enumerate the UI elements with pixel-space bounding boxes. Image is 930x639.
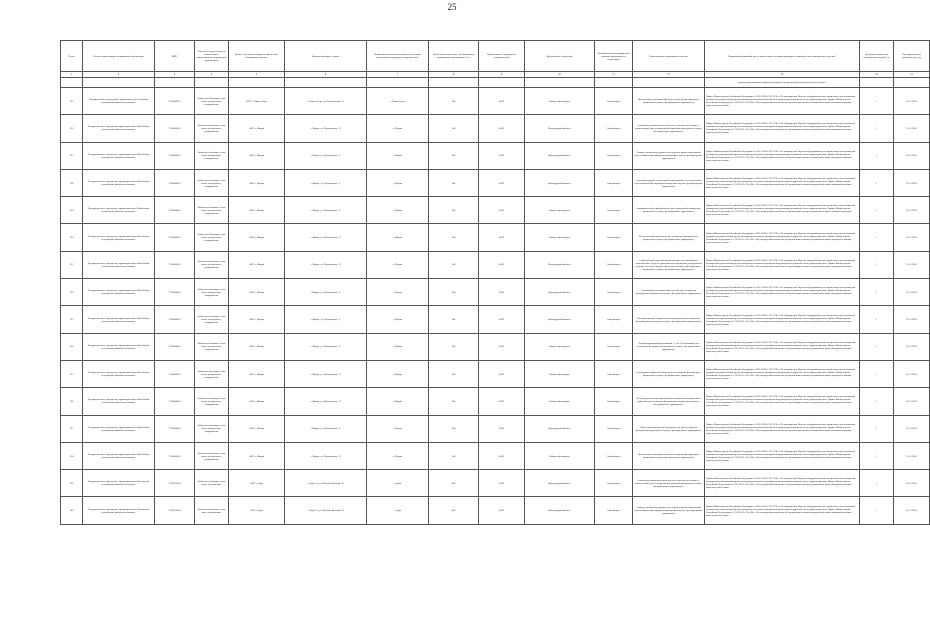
- purchase-date: 31.12.2022: [894, 415, 930, 442]
- device-name: Пульсоксиметр медицинский (для оснащения фельдшерско-акушерского пункта, фельдшерского здравпункта): [633, 88, 705, 115]
- settlement: с. Жидка: [367, 415, 429, 442]
- population: 264: [429, 442, 479, 469]
- settlement-type: Районные больницы, в том числе центральные, неприрабочие: [195, 197, 229, 224]
- address: с. Нижн-Озеро, ул. Центральная, 31: [285, 88, 367, 115]
- population: 264: [429, 306, 479, 333]
- regulatory-act: Приказ Министерства Российской Федерации от 28.12.2020 г. № 1379н «Об утверждении Перечня оборудования для оснащения и переоснащения медицинских организаций при реализации региональных программ модернизации первичного звена здравоохранения. Приказ Министерства Российской Федерации от 15.05.2012 г. № 543н «Об утверждении положения об организации оказания первичной медико-санитарной помощи взрослому населению»: [705, 88, 860, 115]
- quantity: 1: [860, 442, 894, 469]
- population: 264: [429, 251, 479, 278]
- quantity: 1: [860, 415, 894, 442]
- unit: ФАП: [479, 360, 525, 387]
- settlement-type: Районные больницы, в том числе центральные: [195, 497, 229, 524]
- inn: 7520000650: [155, 251, 195, 278]
- table-row: [61, 306, 930, 333]
- organization-name: Государственное учреждение здравоохранения «Калбейская центральная районная больница»: [83, 279, 155, 306]
- organization-name: Государственное учреждение здравоохранения «Калбейская центральная районная больница»: [83, 197, 155, 224]
- inn: 7520000650: [155, 306, 195, 333]
- device-name: Анализатор глюкозы/кетонов или тест-система для экспресс-анализа крови (для оснащения фельдшерско-акушерского пункта, фельдшерского здравпункта): [633, 115, 705, 142]
- unit: ФАП: [479, 251, 525, 278]
- inn: 7520000650: [155, 388, 195, 415]
- inn: 7520000650: [155, 224, 195, 251]
- population: 264: [429, 333, 479, 360]
- population: 443: [429, 497, 479, 524]
- purchase-date: 31.12.2022: [894, 360, 930, 387]
- column-header: Нормативный правовой акт, в соответствии с которым планируется приобретение медицинского изделия*: [705, 41, 860, 72]
- regulatory-act: Приказ Министерства Российской Федерации от 28.12.2020 г. № 1379н «Об утверждении Перечня оборудования для оснащения и переоснащения медицинских организаций при реализации региональных программ модернизации первичного звена здравоохранения. Приказ Министерства Российской Федерации от 15.05.2012 г. № 543н «Об утверждении положения об организации оказания первичной медико-санитарной помощи взрослому населению»: [705, 360, 860, 387]
- settlement: с. Жидка: [367, 224, 429, 251]
- population: 264: [429, 415, 479, 442]
- room-type: Кабинет фельдшера: [525, 224, 595, 251]
- column-header: Вид кабинета (отделения): [525, 41, 595, 72]
- row-number: 129: [61, 197, 83, 224]
- care-conditions: Амбулаторно: [595, 442, 633, 469]
- device-name: Пульсоксиметр медицинский (для оснащения фельдшерско-акушерского пункта, фельдшерского здравпункта): [633, 442, 705, 469]
- inn: 7520000650: [155, 360, 195, 387]
- population: 264: [429, 279, 479, 306]
- purchase-date: 31.12.2022: [894, 442, 930, 469]
- population: 264: [429, 115, 479, 142]
- settlement: с. Бура: [367, 470, 429, 497]
- regulatory-act: Приказ Министерства Российской Федерации от 28.12.2020 г. № 1379н «Об утверждении Перечня оборудования для оснащения и переоснащения медицинских организаций при реализации региональных программ модернизации первичного звена здравоохранения. Приказ Министерства Российской Федерации от 15.05.2012 г. № 543н «Об утверждении положения об организации оказания первичной медико-санитарной помощи взрослому населению»: [705, 169, 860, 196]
- device-name: Набор гинекологических инструментов (для оснащения фельдшерско-акушерского пункта, фельдшерского здравпункта): [633, 415, 705, 442]
- device-name: Электрокардиограф портативный 3-, 6-и 12-канальный (для оснащения фельдшерско-акушерского пункта, фельдшерского здравпункта): [633, 333, 705, 360]
- table-row: [61, 497, 930, 524]
- address: с. Жидка, ул. Центральная, 17: [285, 224, 367, 251]
- device-name: Бесконтактный пиклометр (для оснащения фельдшерско-акушерского пункта, фельдшерского здравпункта): [633, 224, 705, 251]
- continuation-row: [61, 78, 930, 88]
- device-name: Экспресс-анализатор уровня холестерина в крови портативный (для оснащения фельдшерско-акушерского пункта, фельдшерского здравпункта): [633, 142, 705, 169]
- care-conditions: Амбулаторно: [595, 415, 633, 442]
- organization-name: Государственное учреждение здравоохранения «Калганская центральная районная больница»: [83, 470, 155, 497]
- purchase-date: 31.12.2022: [894, 388, 930, 415]
- settlement-type: Районные больницы, в том числе центральные, неприрабочие: [195, 306, 229, 333]
- inn: 7520000650: [155, 197, 195, 224]
- column-header: Наименование структурного подразделения: [479, 41, 525, 72]
- device-name: Экспресс-анализатор уровня холестерина в крови портативный (для оснащения фельдшерско-акушерского пункта, фельдшерского здравпункта): [633, 497, 705, 524]
- care-conditions: Амбулаторно: [595, 388, 633, 415]
- quantity: 1: [860, 224, 894, 251]
- table-row: [61, 142, 930, 169]
- unit: ФАП: [479, 142, 525, 169]
- unit: ФАП: [479, 279, 525, 306]
- building: ФАП с. Жидка: [229, 224, 285, 251]
- quantity: 1: [860, 497, 894, 524]
- column-header: ИНН: [155, 41, 195, 72]
- unit: ФАП: [479, 306, 525, 333]
- column-header: Фактический адрес здания: [285, 41, 367, 72]
- quantity: 1: [860, 169, 894, 196]
- quantity: 1: [860, 360, 894, 387]
- settlement: с. Жидка: [367, 197, 429, 224]
- building: ФАП с. Жидка: [229, 360, 285, 387]
- quantity: 1: [860, 333, 894, 360]
- purchase-date: 31.12.2022: [894, 115, 930, 142]
- address: с. Жидка, ул. Центральная, 17: [285, 251, 367, 278]
- population: 264: [429, 169, 479, 196]
- room-type: Процедурный кабинет: [525, 169, 595, 196]
- inn: 7520000650: [155, 442, 195, 469]
- address: с. Бура 1-я, ул. Виталия Козлова, 42: [285, 497, 367, 524]
- table-body: [61, 78, 930, 525]
- quantity: 1: [860, 388, 894, 415]
- care-conditions: Амбулаторно: [595, 497, 633, 524]
- organization-name: Государственное учреждение здравоохранения «Калбейская центральная районная больница»: [83, 115, 155, 142]
- address: с. Жидка, ул. Центральная, 17: [285, 279, 367, 306]
- purchase-date: 31.12.2022: [894, 224, 930, 251]
- device-name: Автоматический дефибриллятор (для оснащения фельдшерско-акушерского пункта, фельдшерского здравпункта): [633, 197, 705, 224]
- regulatory-act: Приказ Министерства Российской Федерации от 28.12.2020 г. № 1379н «Об утверждении Перечня оборудования для оснащения и переоснащения медицинских организаций при реализации региональных программ модернизации первичного звена здравоохранения. Приказ Министерства Российской Федерации от 15.05.2012 г. № 543н «Об утверждении положения об организации оказания первичной медико-санитарной помощи взрослому населению»: [705, 497, 860, 524]
- purchase-date: 31.12.2022: [894, 251, 930, 278]
- device-name: Сейф для хранения сильнодействующих и психотропных лекарственных средств, наркотических препаратов, медицинских изделий и учетной документации (для оснащения фельдшерско-акушерского пункта, фельдшерского здравпункта): [633, 251, 705, 278]
- address: с. Жидка, ул. Центральная, 17: [285, 442, 367, 469]
- unit: ФАП: [479, 497, 525, 524]
- settlement-type: Районные больницы, в том числе центральные: [195, 470, 229, 497]
- column-header: Численность населения, обслуживаемая медицинской организацией, чел.: [429, 41, 479, 72]
- column-number: 8: [429, 72, 479, 78]
- organization-name: Государственное учреждение здравоохранения «Калбейская центральная районная больница»: [83, 224, 155, 251]
- purchase-date: 31.12.2022: [894, 470, 930, 497]
- settlement: с. Жидка: [367, 279, 429, 306]
- population: 264: [429, 224, 479, 251]
- page-number: 25: [447, 2, 457, 12]
- settlement: с. Жидка: [367, 333, 429, 360]
- organization-name: Государственное учреждение здравоохранения «Калбейская центральная районная больница»: [83, 169, 155, 196]
- organization-name: Государственное учреждение здравоохранения «Калганская центральная районная больница»: [83, 497, 155, 524]
- regulatory-act: Приказ Министерства Российской Федерации от 28.12.2020 г. № 1379н «Об утверждении Перечня оборудования для оснащения и переоснащения медицинских организаций при реализации региональных программ модернизации первичного звена здравоохранения. Приказ Министерства Российской Федерации от 15.05.2012 г. № 543н «Об утверждении положения об организации оказания первичной медико-санитарной помощи взрослому населению»: [705, 142, 860, 169]
- column-header: Здание, в котором планируется разместить медицинское изделие: [229, 41, 285, 72]
- care-conditions: Амбулаторно: [595, 197, 633, 224]
- row-number: 131: [61, 251, 83, 278]
- building: ФАП с. Жидка: [229, 306, 285, 333]
- settlement-type: Районные больницы, в том числе центральные, неприрабочие: [195, 442, 229, 469]
- table-header-row: [61, 41, 930, 72]
- care-conditions: Амбулаторно: [595, 169, 633, 196]
- column-number: 2: [83, 72, 155, 78]
- purchase-date: 31.12.2022: [894, 169, 930, 196]
- room-type: Процедурный кабинет: [525, 279, 595, 306]
- settlement: с. Бура: [367, 497, 429, 524]
- purchase-date: 31.12.2022: [894, 197, 930, 224]
- column-number: 1: [61, 72, 83, 78]
- unit: ФАП: [479, 470, 525, 497]
- address: с. Жидка, ул. Центральная, 17: [285, 333, 367, 360]
- inn: 7520000673: [155, 88, 195, 115]
- row-number: 135: [61, 360, 83, 387]
- organization-name: Государственное учреждение здравоохранения «Онежская центральная районная больница»: [83, 88, 155, 115]
- table-row: [61, 197, 930, 224]
- row-number: 134: [61, 333, 83, 360]
- inn: 7507001004: [155, 497, 195, 524]
- column-number: 3: [155, 72, 195, 78]
- address: с. Жидка, ул. Центральная, 17: [285, 306, 367, 333]
- settlement-type: Районные больницы, в том числе центральные, неприрабочие: [195, 251, 229, 278]
- column-number: 12: [633, 72, 705, 78]
- table-row: [61, 333, 930, 360]
- room-type: Процедурный кабинет: [525, 470, 595, 497]
- row-number: 133: [61, 306, 83, 333]
- column-number: 9: [479, 72, 525, 78]
- settlement: с. Нижн-Озеро: [367, 88, 429, 115]
- room-type: Кабинет фельдшера: [525, 388, 595, 415]
- settlement-type: Районные больницы, в том числе центральные, неприрабочие: [195, 415, 229, 442]
- column-number: 7: [367, 72, 429, 78]
- table-row: [61, 415, 930, 442]
- settlement-type: Районные больницы, в том числе центральные, неприрабочие: [195, 115, 229, 142]
- address: с. Жидка, ул. Центральная, 17: [285, 360, 367, 387]
- table-row: [61, 251, 930, 278]
- row-number: 140: [61, 497, 83, 524]
- settlement: с. Жидка: [367, 142, 429, 169]
- quantity: 1: [860, 251, 894, 278]
- room-type: Кабинет фельдшера: [525, 360, 595, 387]
- population: 264: [429, 388, 479, 415]
- row-number: 127: [61, 142, 83, 169]
- room-type: Процедурный кабинет: [525, 306, 595, 333]
- room-type: Процедурный кабинет: [525, 497, 595, 524]
- row-number: 128: [61, 169, 83, 196]
- address: с. Жидка, ул. Центральная, 17: [285, 415, 367, 442]
- inn: 7520000650: [155, 115, 195, 142]
- settlement: с. Жидка: [367, 251, 429, 278]
- settlement: с. Жидка: [367, 169, 429, 196]
- regulatory-act: Приказ Министерства Российской Федерации от 28.12.2020 г. № 1379н «Об утверждении Перечня оборудования для оснащения и переоснащения медицинских организаций при реализации региональных программ модернизации первичного звена здравоохранения. Приказ Министерства Российской Федерации от 15.05.2012 г. № 543н «Об утверждении положения об организации оказания первичной медико-санитарной помощи взрослому населению»: [705, 251, 860, 278]
- room-type: Процедурный кабинет: [525, 142, 595, 169]
- address: с. Жидка, ул. Центральная, 17: [285, 115, 367, 142]
- regulatory-act: Приказ Министерства Российской Федерации от 28.12.2020 г. № 1379н «Об утверждении Перечня оборудования для оснащения и переоснащения медицинских организаций при реализации региональных программ модернизации первичного звена здравоохранения. Приказ Министерства Российской Федерации от 15.05.2012 г. № 543н «Об утверждении положения об организации оказания первичной медико-санитарной помощи взрослому населению»: [705, 415, 860, 442]
- room-type: Кабинет фельдшера: [525, 333, 595, 360]
- unit: ФАП: [479, 415, 525, 442]
- unit: ФАП: [479, 388, 525, 415]
- inn: 7520000650: [155, 415, 195, 442]
- organization-name: Государственное учреждение здравоохранения «Калбейская центральная районная больница»: [83, 251, 155, 278]
- care-conditions: Амбулаторно: [595, 224, 633, 251]
- address: с. Жидка, ул. Центральная, 17: [285, 197, 367, 224]
- room-type: Процедурный кабинет: [525, 251, 595, 278]
- building: ФАП с. Жидка: [229, 251, 285, 278]
- table-row: [61, 169, 930, 196]
- column-number: 14: [860, 72, 894, 78]
- settlement-type: Районные больницы, в том числе центральные, неприрабочие: [195, 169, 229, 196]
- building: ФАП с. Жидка: [229, 169, 285, 196]
- column-header: Наименование населенного пункта, в котором расположено структурное подразделение: [367, 41, 429, 72]
- quantity: 1: [860, 470, 894, 497]
- device-name: Анализатор уровня сахара крови портативный с тест-полосками (для оснащения фельдшерско-акушерского пункта, фельдшерского здравпункта): [633, 169, 705, 196]
- unit: ФАП: [479, 169, 525, 196]
- row-number: 137: [61, 415, 83, 442]
- building: ФАП с. Жидка: [229, 415, 285, 442]
- inn: 7520000650: [155, 279, 195, 306]
- population: 264: [429, 197, 479, 224]
- care-conditions: Амбулаторно: [595, 251, 633, 278]
- population: 264: [429, 360, 479, 387]
- building: ФАП с. Бура: [229, 470, 285, 497]
- organization-name: Государственное учреждение здравоохранения «Калбейская центральная районная больница»: [83, 333, 155, 360]
- column-number: 11: [595, 72, 633, 78]
- address: с. Жидка, ул. Центральная, 17: [285, 169, 367, 196]
- organization-name: Государственное учреждение здравоохранения «Калбейская центральная районная больница»: [83, 306, 155, 333]
- column-number: 4: [195, 72, 229, 78]
- device-name: Стерилизатор электрический средний (для оснащения фельдшерско-акушерского пункта, фельдшерского здравпункта): [633, 279, 705, 306]
- regulatory-act: Приказ Министерства Российской Федерации от 28.12.2020 г. № 1379н «Об утверждении Перечня оборудования для оснащения и переоснащения медицинских организаций при реализации региональных программ модернизации первичного звена здравоохранения. Приказ Министерства Российской Федерации от 15.05.2012 г. № 543н «Об утверждении положения об организации оказания первичной медико-санитарной помощи взрослому населению»: [705, 442, 860, 469]
- room-type: Процедурный кабинет: [525, 415, 595, 442]
- room-type: Процедурный кабинет: [525, 115, 595, 142]
- device-name: Анализатор глюкозы/кетонов или тест-система для экспресс-анализа крови (для оснащения фельдшерско-акушерского пункта, фельдшерского здравпункта): [633, 470, 705, 497]
- column-header: Наименование медицинского изделия: [633, 41, 705, 72]
- unit: ФАП: [479, 442, 525, 469]
- settlement-type: Районные больницы, в том числе центральные, неприрабочие: [195, 88, 229, 115]
- column-header: Планируемая дата приобретения, год: [894, 41, 930, 72]
- organization-name: Государственное учреждение здравоохранения «Калбейская центральная районная больница»: [83, 415, 155, 442]
- quantity: 1: [860, 115, 894, 142]
- row-number: 126: [61, 115, 83, 142]
- device-name: Холодильник для лекарственных препаратов (для оснащения фельдшерско-акушерского пункта, фельдшерского здравпункта): [633, 306, 705, 333]
- population: 443: [429, 470, 479, 497]
- equipment-register-table: [60, 40, 930, 525]
- care-conditions: Амбулаторно: [595, 279, 633, 306]
- care-conditions: Амбулаторно: [595, 470, 633, 497]
- column-number: 6: [285, 72, 367, 78]
- building: ФАП с. Нижн-Озеро: [229, 88, 285, 115]
- table-row: [61, 115, 930, 142]
- address: с. Жидка, ул. Центральная, 17: [285, 388, 367, 415]
- table-row: [61, 470, 930, 497]
- column-number: 10: [525, 72, 595, 78]
- organization-name: Государственное учреждение здравоохранения «Калбейская центральная районная больница»: [83, 142, 155, 169]
- column-number: 15: [894, 72, 930, 78]
- table-row: [61, 360, 930, 387]
- building: ФАП с. Жидка: [229, 115, 285, 142]
- inn: 7507001004: [155, 470, 195, 497]
- table-row: [61, 224, 930, 251]
- room-type: Кабинет фельдшера: [525, 442, 595, 469]
- population: 164: [429, 88, 479, 115]
- device-name: Тонометр транспальпебральный для измерения внутриглазного давления (для оснащения фельдшерско-акушерского пункта, фельдшерского здравпункта): [633, 388, 705, 415]
- settlement: с. Жидка: [367, 388, 429, 415]
- room-type: Кабинет фельдшера: [525, 88, 595, 115]
- unit: ФАП: [479, 115, 525, 142]
- care-conditions: Амбулаторно: [595, 115, 633, 142]
- column-number: 5: [229, 72, 285, 78]
- settlement: с. Жидка: [367, 115, 429, 142]
- quantity: 1: [860, 197, 894, 224]
- settlement-type: Районные больницы, в том числе центральные, неприрабочие: [195, 142, 229, 169]
- row-number: 125: [61, 88, 83, 115]
- care-conditions: Амбулаторно: [595, 142, 633, 169]
- device-name: Сухожаровой шкаф или автоклав (для оснащения фельдшерско-акушерского пункта, фельдшерского здравпункта): [633, 360, 705, 387]
- table-row: [61, 279, 930, 306]
- row-number: 138: [61, 442, 83, 469]
- quantity: 1: [860, 306, 894, 333]
- purchase-date: 31.12.2022: [894, 333, 930, 360]
- regulatory-act: Приказ Министерства Российской Федерации от 28.12.2020 г. № 1379н «Об утверждении Перечня оборудования для оснащения и переоснащения медицинских организаций при реализации региональных программ модернизации первичного звена здравоохранения. Приказ Министерства Российской Федерации от 15.05.2012 г. № 543н «Об утверждении положения об организации оказания первичной медико-санитарной помощи взрослому населению»: [705, 470, 860, 497]
- building: ФАП с. Жидка: [229, 142, 285, 169]
- building: ФАП с. Жидка: [229, 442, 285, 469]
- organization-name: Государственное учреждение здравоохранения «Калбейская центральная районная больница»: [83, 360, 155, 387]
- purchase-date: 31.12.2022: [894, 306, 930, 333]
- unit: ФАП: [479, 88, 525, 115]
- settlement-type: Районные больницы, в том числе центральные, неприрабочие: [195, 333, 229, 360]
- column-number: 13: [705, 72, 860, 78]
- regulatory-act: Приказ Министерства Российской Федерации от 28.12.2020 г. № 1379н «Об утверждении Перечня оборудования для оснащения и переоснащения медицинских организаций при реализации региональных программ модернизации первичного звена здравоохранения. Приказ Министерства Российской Федерации от 15.05.2012 г. № 543н «Об утверждении положения об организации оказания первичной медико-санитарной помощи взрослому населению»: [705, 224, 860, 251]
- column-header: Тип населенного пункта (в соответствии с наименованием медицинской организации): [195, 41, 229, 72]
- care-conditions: Амбулаторно: [595, 333, 633, 360]
- continuation-text: организации оказания первичной медико-санитарной помощи взрослому населению»: [705, 78, 860, 88]
- column-header: Требуемое количество медицинских изделий, ед.: [860, 41, 894, 72]
- regulatory-act: Приказ Министерства Российской Федерации от 28.12.2020 г. № 1379н «Об утверждении Перечня оборудования для оснащения и переоснащения медицинских организаций при реализации региональных программ модернизации первичного звена здравоохранения. Приказ Министерства Российской Федерации от 15.05.2012 г. № 543н «Об утверждении положения об организации оказания первичной медико-санитарной помощи взрослому населению»: [705, 279, 860, 306]
- column-header: Полное наименование медицинской организации: [83, 41, 155, 72]
- population: 264: [429, 142, 479, 169]
- settlement: с. Жидка: [367, 306, 429, 333]
- quantity: 1: [860, 279, 894, 306]
- row-number: 130: [61, 224, 83, 251]
- purchase-date: 31.12.2022: [894, 142, 930, 169]
- regulatory-act: Приказ Министерства Российской Федерации от 28.12.2020 г. № 1379н «Об утверждении Перечня оборудования для оснащения и переоснащения медицинских организаций при реализации региональных программ модернизации первичного звена здравоохранения. Приказ Министерства Российской Федерации от 15.05.2012 г. № 543н «Об утверждении положения об организации оказания первичной медико-санитарной помощи взрослому населению»: [705, 388, 860, 415]
- quantity: 1: [860, 88, 894, 115]
- unit: ФАП: [479, 224, 525, 251]
- purchase-date: 31.12.2022: [894, 497, 930, 524]
- regulatory-act: Приказ Министерства Российской Федерации от 28.12.2020 г. № 1379н «Об утверждении Перечня оборудования для оснащения и переоснащения медицинских организаций при реализации региональных программ модернизации первичного звена здравоохранения. Приказ Министерства Российской Федерации от 15.05.2012 г. № 543н «Об утверждении положения об организации оказания первичной медико-санитарной помощи взрослому населению»: [705, 115, 860, 142]
- quantity: 1: [860, 142, 894, 169]
- care-conditions: Амбулаторно: [595, 306, 633, 333]
- column-header: № п/п: [61, 41, 83, 72]
- settlement-type: Районные больницы, в том числе центральные, неприрабочие: [195, 388, 229, 415]
- row-number: 132: [61, 279, 83, 306]
- building: ФАП с. Жидка: [229, 388, 285, 415]
- table-row: [61, 388, 930, 415]
- building: ФАП с. Жидка: [229, 333, 285, 360]
- purchase-date: 31.12.2022: [894, 279, 930, 306]
- settlement: с. Жидка: [367, 442, 429, 469]
- inn: 7520000650: [155, 333, 195, 360]
- unit: ФАП: [479, 197, 525, 224]
- purchase-date: 31.12.2022: [894, 88, 930, 115]
- settlement-type: Районные больницы, в том числе центральные, неприрабочие: [195, 279, 229, 306]
- organization-name: Государственное учреждение здравоохранения «Калбейская центральная районная больница»: [83, 442, 155, 469]
- settlement: с. Жидка: [367, 360, 429, 387]
- unit: ФАП: [479, 333, 525, 360]
- care-conditions: Амбулаторно: [595, 88, 633, 115]
- care-conditions: Амбулаторно: [595, 360, 633, 387]
- inn: 7520000650: [155, 169, 195, 196]
- row-number: 139: [61, 470, 83, 497]
- table-row: [61, 88, 930, 115]
- settlement-type: Районные больницы, в том числе центральные, неприрабочие: [195, 224, 229, 251]
- address: с. Жидка, ул. Центральная, 17: [285, 142, 367, 169]
- address: с. Бура 1-я, ул. Виталия Козлова, 42: [285, 470, 367, 497]
- building: ФАП с. Жидка: [229, 197, 285, 224]
- room-type: Кабинет фельдшера: [525, 197, 595, 224]
- inn: 7520000650: [155, 142, 195, 169]
- regulatory-act: Приказ Министерства Российской Федерации от 28.12.2020 г. № 1379н «Об утверждении Перечня оборудования для оснащения и переоснащения медицинских организаций при реализации региональных программ модернизации первичного звена здравоохранения. Приказ Министерства Российской Федерации от 15.05.2012 г. № 543н «Об утверждении положения об организации оказания первичной медико-санитарной помощи взрослому населению»: [705, 306, 860, 333]
- regulatory-act: Приказ Министерства Российской Федерации от 28.12.2020 г. № 1379н «Об утверждении Перечня оборудования для оснащения и переоснащения медицинских организаций при реализации региональных программ модернизации первичного звена здравоохранения. Приказ Министерства Российской Федерации от 15.05.2012 г. № 543н «Об утверждении положения об организации оказания первичной медико-санитарной помощи взрослому населению»: [705, 197, 860, 224]
- column-header: Условия оказания медицинской помощи (амбулаторно/в стационаре): [595, 41, 633, 72]
- building: ФАП с. Бура: [229, 497, 285, 524]
- settlement-type: Районные больницы, в том числе центральные, неприрабочие: [195, 360, 229, 387]
- regulatory-act: Приказ Министерства Российской Федерации от 28.12.2020 г. № 1379н «Об утверждении Перечня оборудования для оснащения и переоснащения медицинских организаций при реализации региональных программ модернизации первичного звена здравоохранения. Приказ Министерства Российской Федерации от 15.05.2012 г. № 543н «Об утверждении положения об организации оказания первичной медико-санитарной помощи взрослому населению»: [705, 333, 860, 360]
- table-row: [61, 442, 930, 469]
- building: ФАП с. Жидка: [229, 279, 285, 306]
- organization-name: Государственное учреждение здравоохранения «Калбейская центральная районная больница»: [83, 388, 155, 415]
- row-number: 136: [61, 388, 83, 415]
